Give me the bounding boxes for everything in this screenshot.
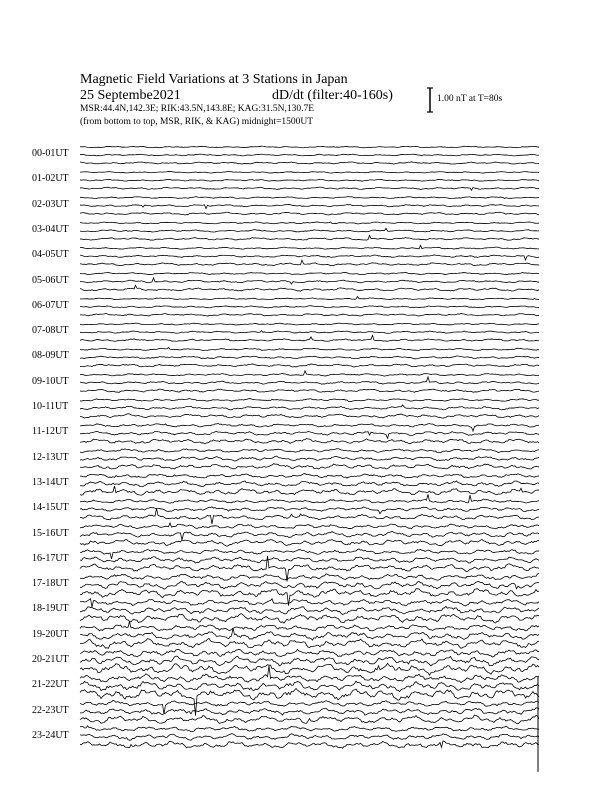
row-label-18-19ut: 18-19UT (32, 603, 69, 615)
row-label-03-04ut: 03-04UT (32, 223, 69, 235)
trace-20-21ut-rik (80, 656, 539, 666)
trace-20-21ut-kag (80, 649, 539, 657)
row-label-06-07ut: 06-07UT (32, 299, 69, 311)
trace-17-18ut-msr (80, 589, 539, 606)
row-label-15-16ut: 15-16UT (32, 527, 69, 539)
trace-08-09ut-msr (80, 364, 539, 367)
stations-label: MSR:44.4N,142.3E; RIK:43.5N,143.8E; KAG:31.5N,130.7E (80, 104, 315, 114)
trace-10-11ut-kag (80, 398, 539, 401)
trace-12-13ut-msr (80, 464, 539, 469)
row-label-13-14ut: 13-14UT (32, 476, 69, 488)
row-label-17-18ut: 17-18UT (32, 578, 69, 590)
trace-02-03ut-rik (80, 204, 539, 208)
trace-09-10ut-kag (80, 371, 539, 376)
station-order-note: (from bottom to top, MSR, RIK, & KAG) midnight=1500UT (80, 117, 314, 127)
row-label-19-20ut: 19-20UT (32, 628, 69, 640)
trace-05-06ut-msr (80, 285, 539, 291)
trace-09-10ut-msr (80, 389, 539, 392)
row-label-16-17ut: 16-17UT (32, 552, 69, 564)
trace-12-13ut-kag (80, 449, 539, 453)
trace-06-07ut-msr (80, 313, 539, 316)
row-label-08-09ut: 08-09UT (32, 350, 69, 362)
row-label-09-10ut: 09-10UT (32, 375, 69, 387)
row-label-22-23ut: 22-23UT (32, 704, 69, 716)
trace-12-13ut-rik (80, 456, 539, 461)
row-label-10-11ut: 10-11UT (32, 401, 69, 412)
trace-14-15ut-rik (80, 507, 539, 514)
trace-13-14ut-kag (80, 474, 539, 479)
chart-title: Magnetic Field Variations at 3 Stations in Japan (80, 72, 348, 87)
trace-07-08ut-msr (80, 335, 539, 341)
trace-07-08ut-rik (80, 331, 539, 334)
trace-15-16ut-kag (80, 523, 539, 529)
trace-08-09ut-kag (80, 348, 539, 351)
trace-17-18ut-rik (80, 581, 539, 589)
trace-03-04ut-kag (80, 222, 539, 224)
trace-18-19ut-rik (80, 606, 539, 614)
trace-11-12ut-kag (80, 423, 539, 431)
row-label-12-13ut: 12-13UT (32, 451, 69, 463)
trace-06-07ut-kag (80, 296, 539, 299)
trace-10-11ut-msr (80, 414, 539, 418)
trace-group (80, 146, 539, 772)
row-label-14-15ut: 14-15UT (32, 502, 69, 514)
row-label-02-03ut: 02-03UT (32, 198, 69, 210)
filter-label: dD/dt (filter:40-160s) (272, 88, 393, 103)
row-label-00-01ut: 00-01UT (32, 148, 69, 159)
trace-00-01ut-rik (80, 154, 539, 156)
row-label-04-05ut: 04-05UT (32, 249, 69, 261)
trace-07-08ut-kag (80, 323, 539, 325)
trace-03-04ut-rik (80, 228, 539, 232)
trace-10-11ut-rik (80, 405, 539, 410)
trace-13-14ut-rik (80, 481, 539, 487)
trace-20-21ut-msr (80, 663, 539, 675)
trace-06-07ut-rik (80, 306, 539, 308)
trace-14-15ut-kag (80, 494, 539, 503)
date-label: 25 Septembe2021 (80, 88, 181, 103)
trace-04-05ut-msr (80, 260, 539, 266)
trace-09-10ut-rik (80, 377, 539, 384)
row-label-07-08ut: 07-08UT (32, 325, 69, 337)
row-label-21-22ut: 21-22UT (32, 679, 69, 691)
trace-11-12ut-rik (80, 431, 539, 438)
trace-01-02ut-msr (80, 187, 539, 190)
row-label-11-12ut: 11-12UT (32, 426, 69, 438)
trace-03-04ut-msr (80, 235, 539, 240)
trace-22-23ut-msr (80, 715, 539, 724)
trace-16-17ut-kag (80, 549, 539, 559)
row-label-20-21ut: 20-21UT (32, 654, 69, 665)
trace-19-20ut-msr (80, 638, 539, 648)
trace-17-18ut-kag (80, 573, 539, 580)
trace-15-16ut-rik (80, 531, 539, 540)
trace-01-02ut-rik (80, 179, 539, 181)
trace-18-19ut-msr (80, 614, 539, 623)
trace-01-02ut-kag (80, 171, 539, 173)
trace-15-16ut-msr (80, 539, 539, 546)
trace-23-24ut-rik (80, 734, 539, 740)
row-label-01-02ut: 01-02UT (32, 173, 69, 185)
row-label-23-24ut: 23-24UT (32, 729, 69, 741)
scale-label: 1.00 nT at T=80s (437, 94, 503, 104)
trace-22-23ut-rik (80, 708, 539, 715)
trace-05-06ut-kag (80, 272, 539, 274)
trace-11-12ut-msr (80, 439, 539, 444)
trace-08-09ut-rik (80, 356, 539, 359)
trace-04-05ut-rik (80, 255, 539, 260)
trace-02-03ut-msr (80, 212, 539, 215)
trace-23-24ut-kag (80, 726, 539, 732)
trace-19-20ut-kag (80, 621, 539, 630)
trace-00-01ut-msr (80, 162, 539, 164)
trace-21-22ut-rik (80, 681, 539, 691)
trace-16-17ut-rik (80, 557, 539, 563)
trace-13-14ut-msr (80, 486, 539, 495)
trace-14-15ut-msr (80, 508, 539, 524)
trace-22-23ut-kag (80, 700, 539, 713)
trace-04-05ut-kag (80, 245, 539, 249)
trace-00-01ut-kag (80, 146, 539, 148)
trace-18-19ut-kag (80, 599, 539, 607)
row-label-05-06ut: 05-06UT (32, 274, 69, 286)
trace-02-03ut-kag (80, 197, 539, 199)
trace-23-24ut-msr (80, 741, 539, 748)
trace-05-06ut-rik (80, 278, 539, 284)
